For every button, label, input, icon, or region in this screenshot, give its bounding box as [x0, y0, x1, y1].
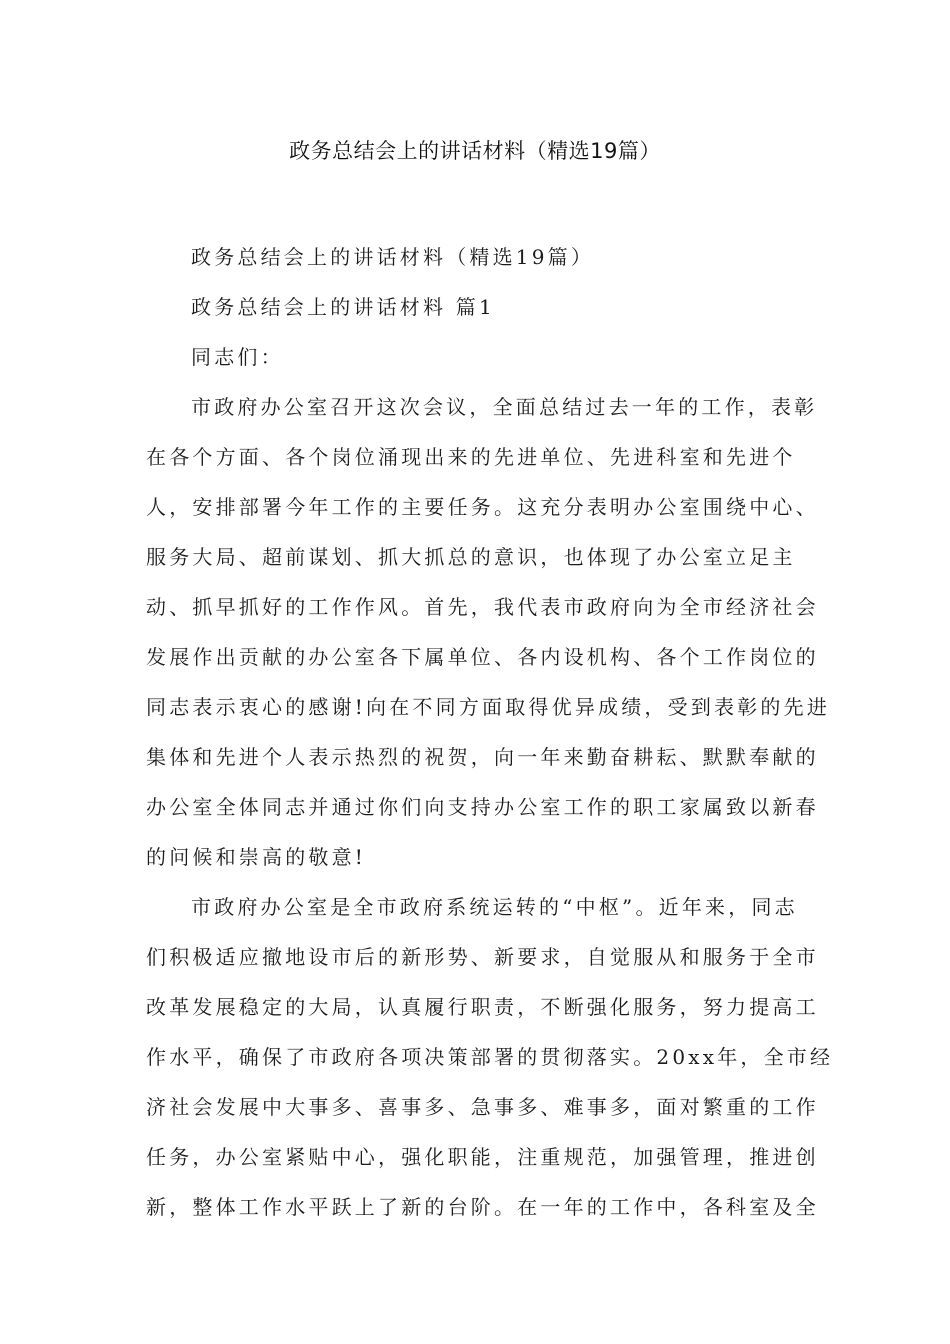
paragraph-line: 办公室全体同志并通过你们向支持办公室工作的职工家属致以新春 [146, 795, 819, 819]
paragraph-line: 在各个方面、各个岗位涌现出来的先进单位、先进科室和先进个 [146, 445, 796, 469]
paragraph-line: 人，安排部署今年工作的主要任务。这充分表明办公室围绕中心、 [146, 495, 819, 519]
paragraph-line: 作水平，确保了市政府各项决策部署的贯彻落实。20xx年，全市经 [146, 1045, 834, 1069]
paragraph-line: 市政府办公室是全市政府系统运转的“中枢”。近年来，同志 [191, 895, 798, 919]
paragraph-line: 动、抓早抓好的工作作风。首先，我代表市政府向为全市经济社会 [146, 595, 819, 619]
paragraph-line: 任务，办公室紧贴中心，强化职能，注重规范，加强管理，推进创 [146, 1145, 819, 1169]
paragraph-line: 市政府办公室召开这次会议，全面总结过去一年的工作，表彰 [191, 395, 818, 419]
subtitle-line: 政务总结会上的讲话材料（精选19篇） [191, 245, 595, 269]
paragraph-line: 新，整体工作水平跃上了新的台阶。在一年的工作中，各科室及全 [146, 1195, 819, 1219]
paragraph-line: 同志表示衷心的感谢!向在不同方面取得优异成绩，受到表彰的先进 [146, 695, 831, 719]
salutation: 同志们： [191, 345, 284, 369]
section-heading: 政务总结会上的讲话材料 篇1 [191, 295, 495, 319]
document-body [146, 232, 834, 1232]
document-title: 政务总结会上的讲话材料（精选19篇） [289, 139, 661, 163]
paragraph-line: 济社会发展中大事多、喜事多、急事多、难事多，面对繁重的工作 [146, 1095, 819, 1119]
paragraph-line: 们积极适应撤地设市后的新形势、新要求，自觉服从和服务于全市 [146, 945, 819, 969]
paragraph-line: 服务大局、超前谋划、抓大抓总的意识，也体现了办公室立足主 [146, 545, 796, 569]
paragraph-line: 改革发展稳定的大局，认真履行职责，不断强化服务，努力提高工 [146, 995, 819, 1019]
paragraph-line: 集体和先进个人表示热烈的祝贺，向一年来勤奋耕耘、默默奉献的 [146, 745, 819, 769]
paragraph-line: 发展作出贡献的办公室各下属单位、各内设机构、各个工作岗位的 [146, 645, 819, 669]
paragraph-line: 的问候和崇高的敬意! [146, 845, 367, 869]
